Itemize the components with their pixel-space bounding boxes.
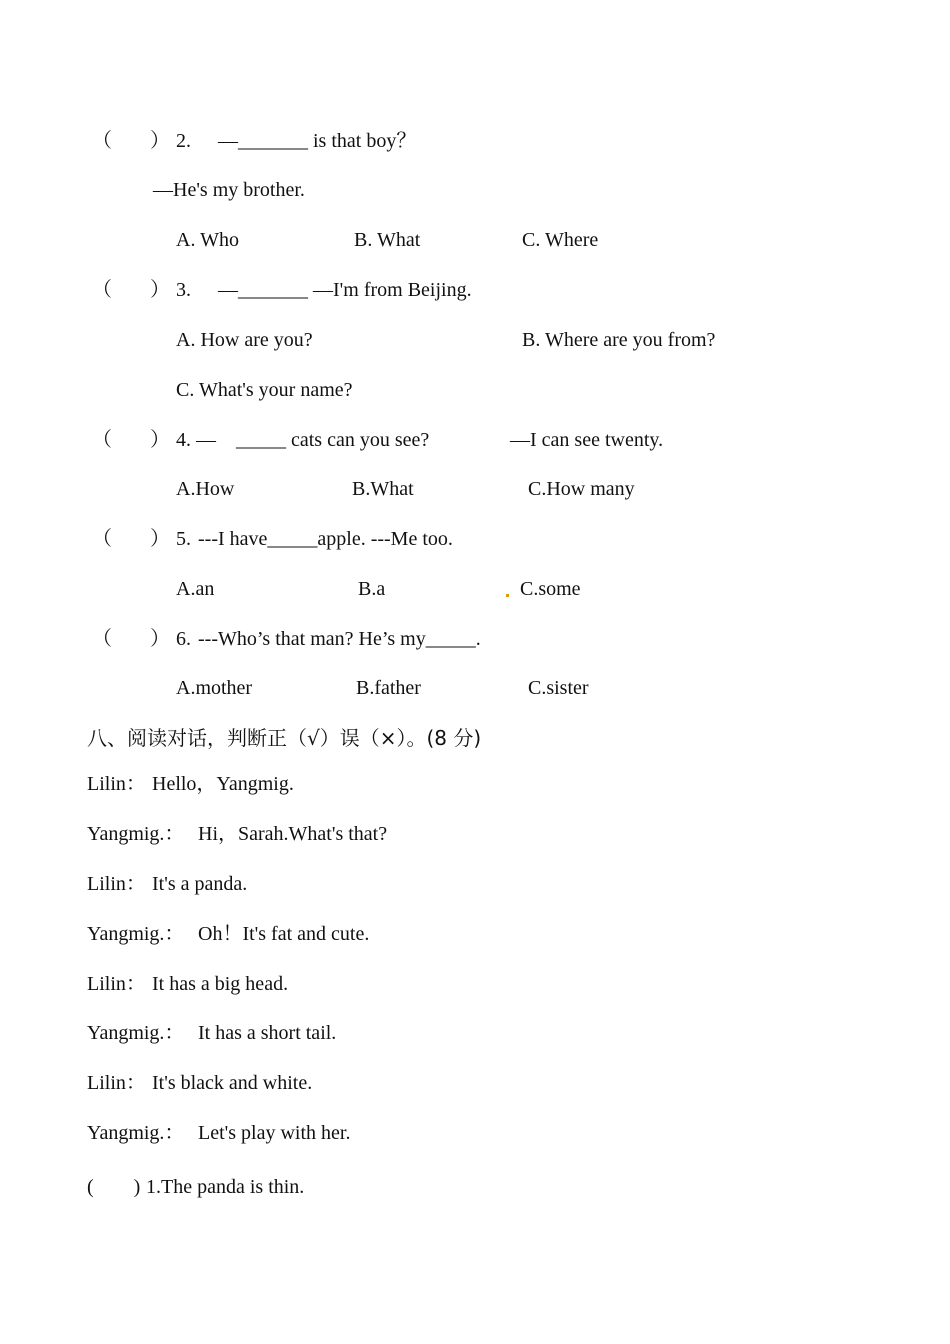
q5-question: ---I have_____apple. ---Me too. [198,528,453,550]
q2-number: 2. [176,130,191,152]
q5-close-paren: ） [150,528,170,550]
q2-close-paren: ） [150,130,170,152]
q2-option-b: B. What [354,229,421,251]
q2-question: —_______ is that boy？ [218,130,417,152]
q3-option-b: B. Where are you from? [522,329,716,351]
q4-answer: —I can see twenty. [510,429,664,451]
judge-statement: 1.The panda is thin. [146,1176,305,1198]
dialogue-line: Hello，Yangmig. [152,773,294,795]
q5-option-c: C.some [520,578,581,600]
dialogue-line: Oh！It's fat and cute. [198,923,370,945]
q6-close-paren: ） [150,628,170,650]
q3-close-paren: ） [150,279,170,301]
stray-mark [506,594,509,597]
q6-question: ---Who’s that man? He’s my_____. [198,628,481,650]
q2-open-paren: （ [92,130,112,152]
dialogue-line: It's a panda. [152,873,248,895]
dialogue-speaker: Lilin： [87,873,146,895]
q6-option-a: A.mother [176,677,253,699]
q6-open-paren: （ [92,628,112,650]
q4-number: 4. — [176,429,216,451]
q6-option-c: C.sister [528,677,589,699]
q4-option-c: C.How many [528,478,635,500]
dialogue-line: Hi，Sarah.What's that? [198,823,388,845]
dialogue-speaker: Yangmig.： [87,1022,185,1044]
dialogue-line: It's black and white. [152,1072,313,1094]
q4-close-paren: ） [150,429,170,451]
q3-open-paren: （ [92,279,112,301]
q5-open-paren: （ [92,528,112,550]
dialogue-speaker: Lilin： [87,1072,146,1094]
q3-option-c: C. What's your name? [176,379,353,401]
q6-number: 6. [176,628,191,650]
q3-number: 3. [176,279,191,301]
dialogue-line: It has a short tail. [198,1022,337,1044]
dialogue-speaker: Lilin： [87,973,146,995]
q3-option-a: A. How are you? [176,329,313,351]
q4-option-b: B.What [352,478,414,500]
q5-option-b: B.a [358,578,386,600]
dialogue-speaker: Yangmig.： [87,1122,185,1144]
q2-extra-line: —He's my brother. [153,179,305,201]
q5-option-a: A.an [176,578,215,600]
dialogue-line: It has a big head. [152,973,289,995]
dialogue-speaker: Yangmig.： [87,823,185,845]
dialogue-speaker: Yangmig.： [87,923,185,945]
q6-option-b: B.father [356,677,421,699]
dialogue-line: Let's play with her. [198,1122,351,1144]
q4-open-paren: （ [92,429,112,451]
q4-option-a: A.How [176,478,235,500]
q2-option-a: A. Who [176,229,239,251]
dialogue-speaker: Lilin： [87,773,146,795]
q3-question: —_______ —I'm from Beijing. [218,279,472,301]
q4-question: _____ cats can you see? [236,429,430,451]
judge-paren: ( ) [87,1176,141,1198]
q2-option-c: C. Where [522,229,599,251]
section-title: 八、阅读对话，判断正（√）误（×）。(8 分) [87,726,482,750]
q5-number: 5. [176,528,191,550]
